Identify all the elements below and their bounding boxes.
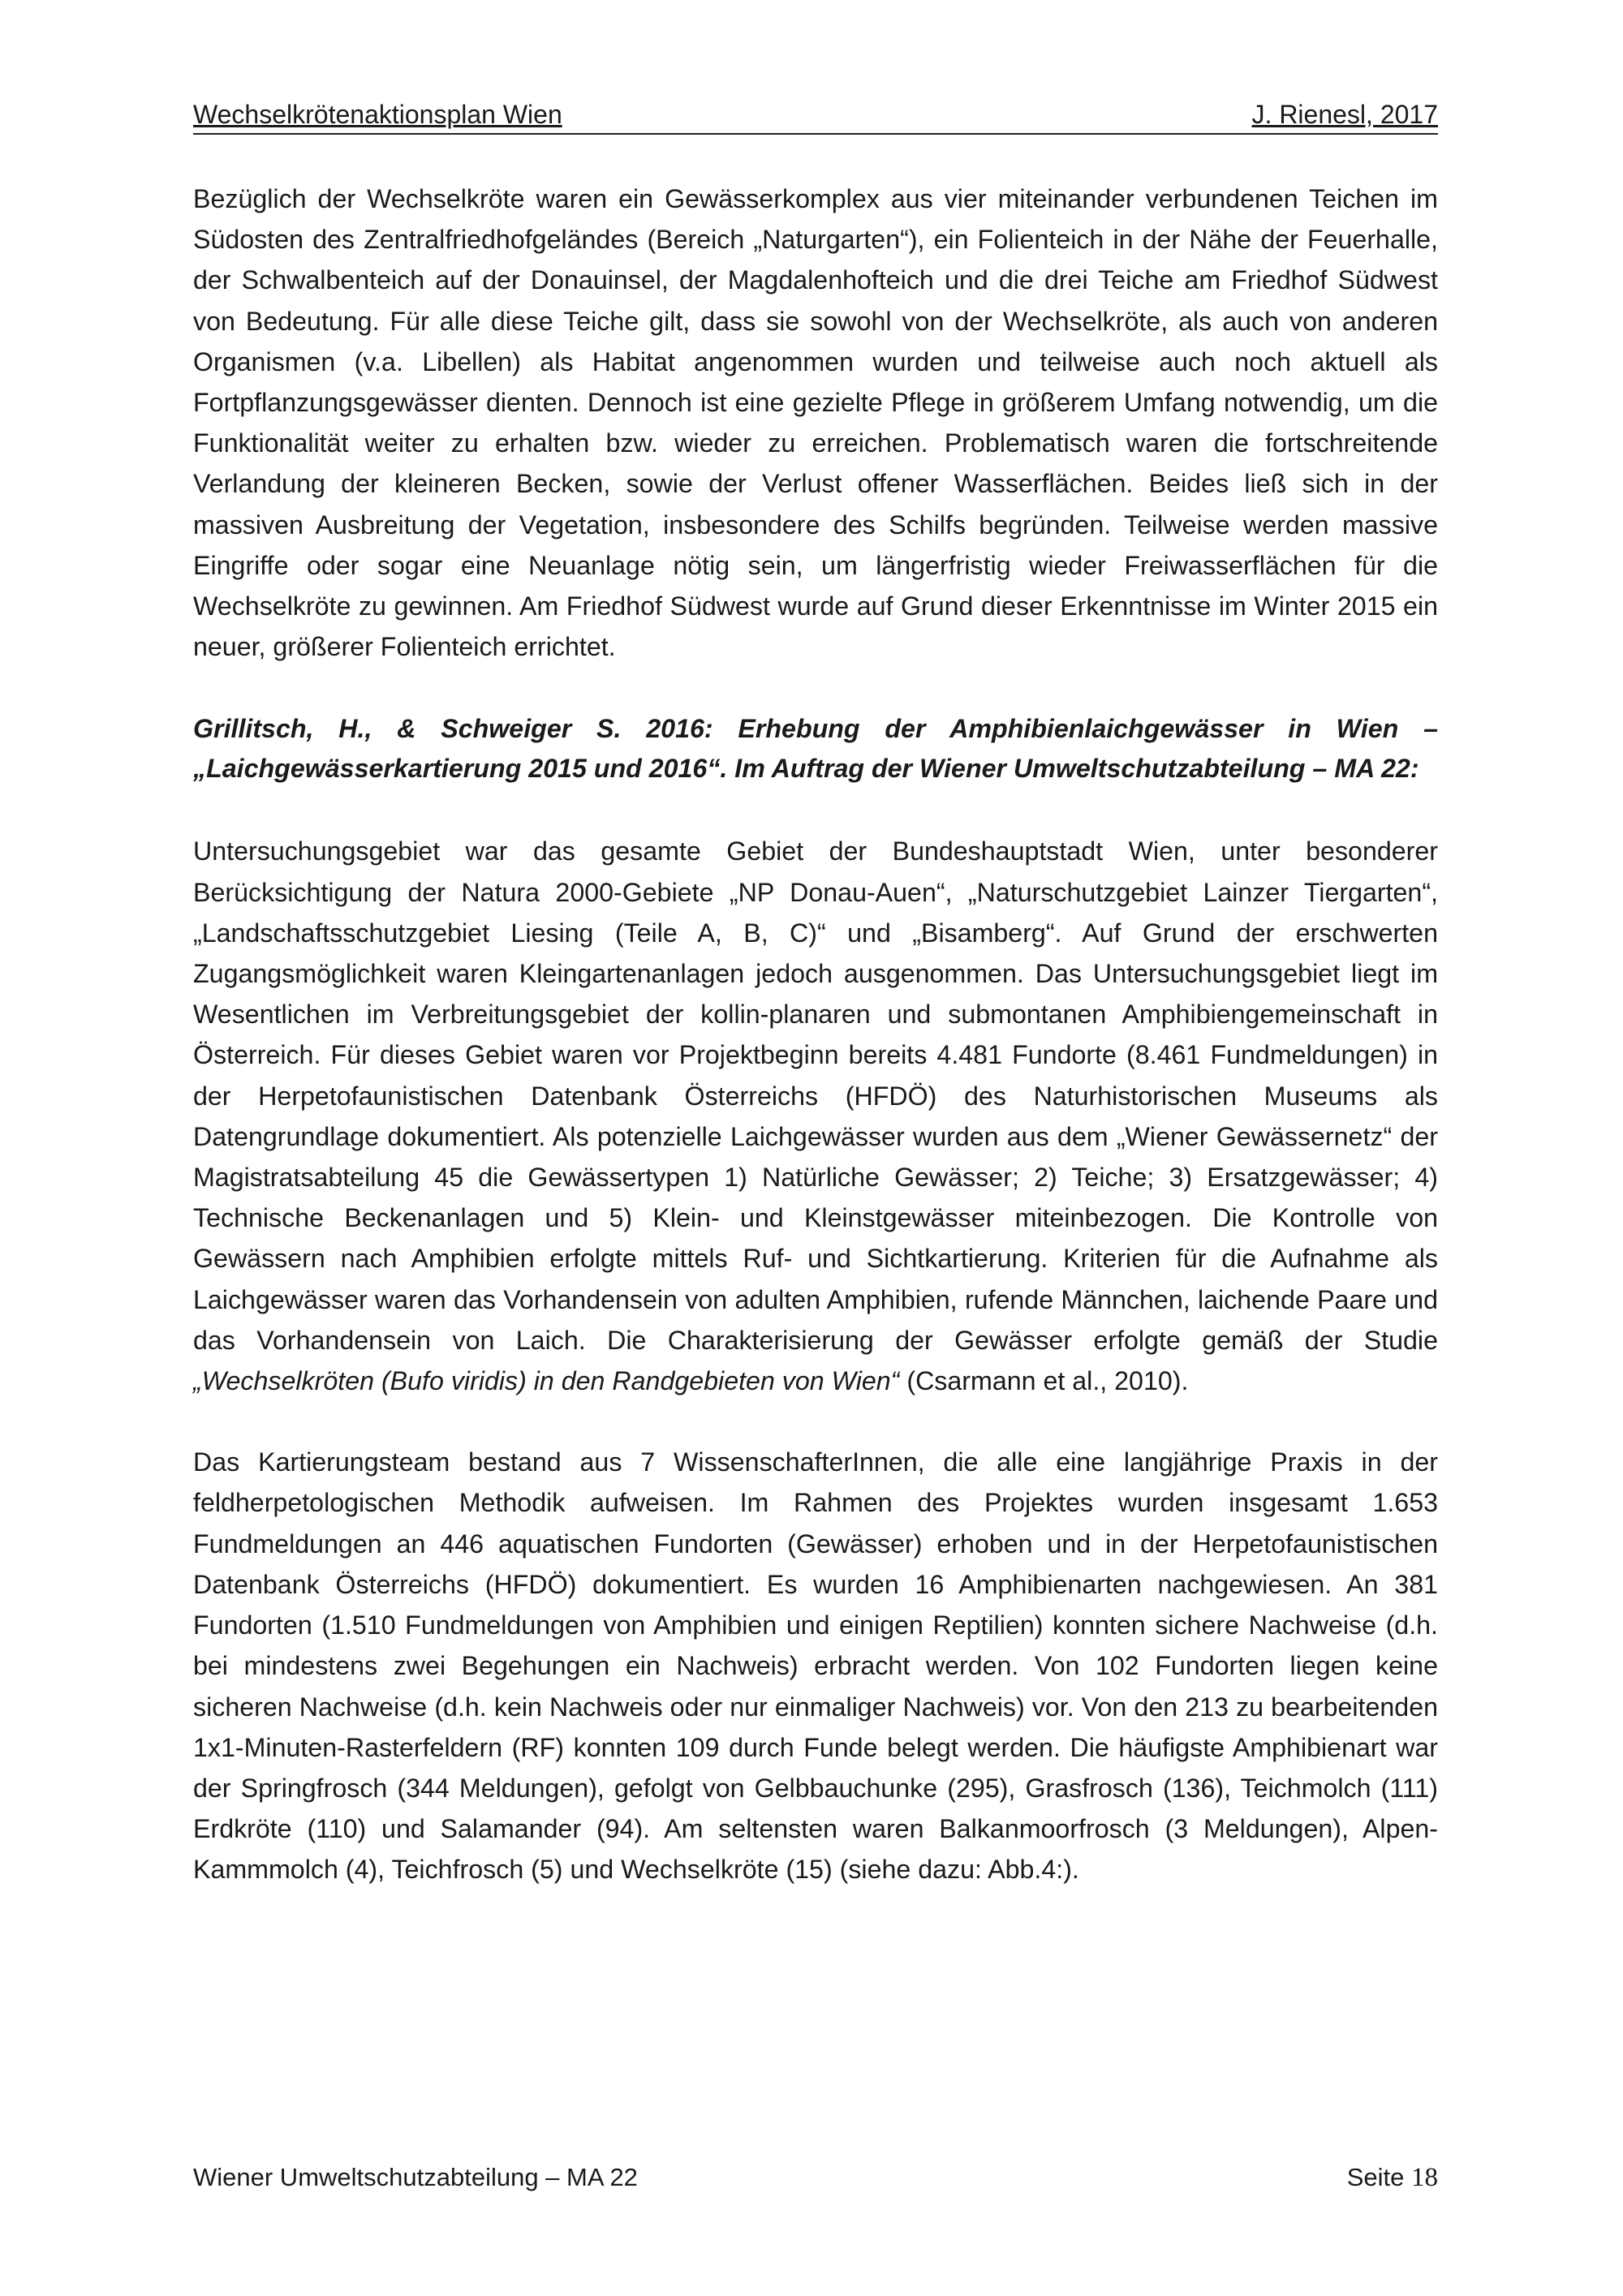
header-title: Wechselkrötenaktionsplan Wien bbox=[193, 100, 562, 129]
study-title-italic: „Wechselkröten (Bufo viridis) in den Randgebieten von Wien“ bbox=[193, 1366, 900, 1396]
page-header bbox=[193, 96, 1438, 135]
paragraph-untersuchungsgebiet bbox=[193, 831, 1438, 1401]
header-author-year: J. Rienesl, 2017 bbox=[1251, 100, 1438, 129]
paragraph-wechselkroete-teiche: Bezüglich der Wechselkröte waren ein Gewässerkomplex aus vier miteinander verbundenen Teichen im Südosten des Zentralfriedhofgeländes (Bereich „Naturgarten“), ein Folienteich in der Nähe der Feuerhalle, der Schwalbenteich auf der Donauinsel, der Magdalenhofteich und die drei Teiche am Friedhof Südwest von Bedeutung. Für alle diese Teiche gilt, dass sie sowohl von der Wechselkröte, als auch von anderen Organismen (v.a. Libellen) als Habitat angenommen wurden und teilweise auch noch aktuell als Fortpflanzungsgewässer dienten. Dennoch ist eine gezielte Pflege in größerem Umfang notwendig, um die Funktionalität weiter zu erhalten bzw. wieder zu erreichen. Problematisch waren die fortschreitende Verlandung der kleineren Becken, sowie der Verlust offener Wasserflächen. Beides ließ sich in der massiven Ausbreitung der Vegetation, insbesondere des Schilfs begründen. Teilweise werden massive Eingriffe oder sogar eine Neuanlage nötig sein, um längerfristig wieder Freiwasserflächen für die Wechselkröte zu gewinnen. Am Friedhof Südwest wurde auf Grund dieser Erkenntnisse im Winter 2015 ein neuer, größerer Folienteich errichtet. bbox=[193, 184, 1438, 662]
page-content bbox=[193, 178, 1438, 1890]
paragraph-untersuchungsgebiet-text: Untersuchungsgebiet war das gesamte Gebiet der Bundeshauptstadt Wien, unter besonderer Berücksichtigung der Natura 2000-Gebiete „NP Donau-Auen“, „Naturschutzgebiet Lainzer Tiergarten“, „Landschaftsschutzgebiet Liesing (Teile A, B, C)“ und „Bisamberg“. Auf Grund der erschwerten Zugangsmöglichkeit waren Kleingartenanlagen jedoch ausgenommen. Das Untersuchungsgebiet liegt im Wesentlichen im Verbreitungsgebiet der kollin-planaren und submontanen Amphibiengemeinschaft in Österreich. Für dieses Gebiet waren vor Projektbeginn bereits 4.481 Fundorte (8.461 Fundmeldungen) in der Herpetofaunistischen Datenbank Österreichs (HFDÖ) des Naturhistorischen Museums als Datengrundlage dokumentiert. Als potenzielle Laichgewässer wurden aus dem „Wiener Gewässernetz“ der Magistratsabteilung 45 die Gewässertypen 1) Natürliche Gewässer; 2) Teiche; 3) Ersatzgewässer; 4) Technische Beckenanlagen und 5) Klein- und Kleinstgewässer miteinbezogen. Die Kontrolle von Gewässern nach Amphibien erfolgte mittels Ruf- und Sichtkartierung. Kriterien für die Aufnahme als Laichgewässer waren das Vorhandensein von adulten Amphibien, rufende Männchen, laichende Paare und das Vorhandensein von Laich. Die Charakterisierung der Gewässer erfolgte gemäß der Studie bbox=[193, 836, 1438, 1355]
footer-page-label: Seite bbox=[1346, 2163, 1405, 2191]
footer-page bbox=[1347, 2163, 1438, 2193]
footer-page-number: 18 bbox=[1411, 2163, 1438, 2192]
reference-heading: Grillitsch, H., & Schweiger S. 2016: Erhebung der Amphibienlaichgewässer in Wien – „Laichgewässerkartierung 2015 und 2016“. Im Auftrag der Wiener Umweltschutzabteilung – MA 22: bbox=[193, 714, 1438, 784]
paragraph-kartierungsteam: Das Kartierungsteam bestand aus 7 WissenschafterInnen, die alle eine langjährige Praxis in der feldherpetologischen Methodik aufweisen. Im Rahmen des Projektes wurden insgesamt 1.653 Fundmeldungen an 446 aquatischen Fundorten (Gewässer) erhoben und in der Herpetofaunistischen Datenbank Österreichs (HFDÖ) dokumentiert. Es wurden 16 Amphibienarten nachgewiesen. An 381 Fundorten (1.510 Fundmeldungen von Amphibien und einigen Reptilien) konnten sichere Nachweise (d.h. bei mindestens zwei Begehungen ein Nachweis) erbracht werden. Von 102 Fundorten liegen keine sicheren Nachweise (d.h. kein Nachweis oder nur einmaliger Nachweis) vor. Von den 213 zu bearbeitenden 1x1-Minuten-Rasterfeldern (RF) konnten 109 durch Funde belegt werden. Die häufigste Amphibienart war der Springfrosch (344 Meldungen), gefolgt von Gelbbauchunke (295), Grasfrosch (136), Teichmolch (111) Erdkröte (110) und Salamander (94). Am seltensten waren Balkanmoorfrosch (3 Meldungen), Alpen-Kammmolch (4), Teichfrosch (5) und Wechselkröte (15) (siehe dazu: Abb.4:). bbox=[193, 1447, 1438, 1885]
paragraph-untersuchungsgebiet-citation: (Csarmann et al., 2010). bbox=[899, 1366, 1189, 1396]
footer-organization: Wiener Umweltschutzabteilung – MA 22 bbox=[193, 2163, 638, 2191]
